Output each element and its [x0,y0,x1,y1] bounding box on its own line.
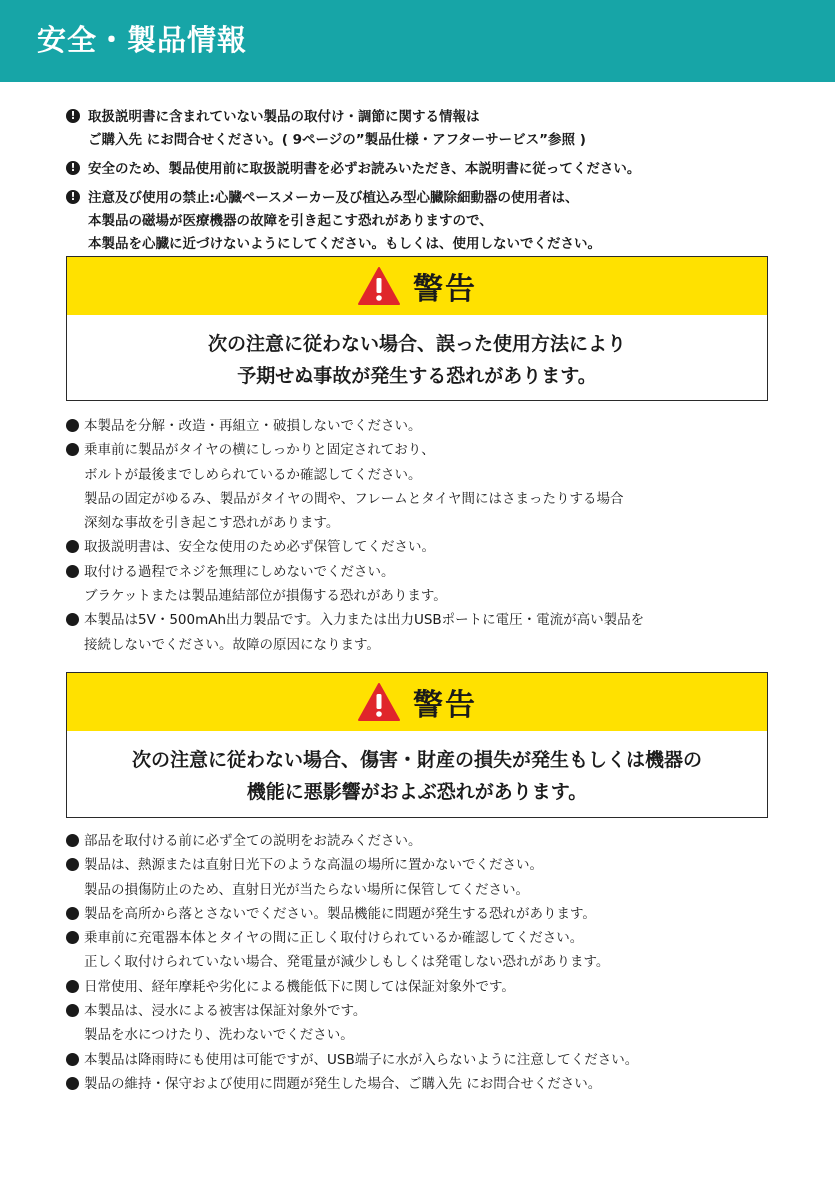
list-item-text: 取扱説明書は、安全な使用のため必ず保管してください。 [84,539,435,556]
list-item [66,535,786,559]
list-item-text: 製品を水につけたり、洗わないでください。 [84,1027,354,1044]
warning-box-1 [66,256,768,401]
page-title: 安全・製品情報 [37,23,248,57]
notice-text: 安全のため、製品使用前に取扱説明書を必ずお読みいただき、本説明書に従ってください。 [88,161,641,177]
bullet-icon [66,613,79,626]
notice-text: ご購入先 にお問合せください。( 9ページの”製品仕様・アフターサービス”参照 ) [88,132,586,148]
list-item [66,975,786,999]
list-item-text: ブラケットまたは製品連結部位が損傷する恐れがあります。 [84,588,447,605]
list-item-text: 製品の固定がゆるみ、製品がタイヤの間や、フレームとタイヤ間にはさまったりする場合 [84,490,624,507]
list-item-text: 乗車前に製品がタイヤの横にしっかりと固定されており、 [84,442,435,459]
notice-item [66,106,786,152]
list-item-text: 製品は、熱源または直射日光下のような高温の場所に置かないでください。 [84,857,543,874]
list-item-text: 本製品は5V・500mAh出力製品です。入力または出力USBポートに電圧・電流が高い製品を [84,612,645,629]
notice-text: 取扱説明書に含まれていない製品の取付け・調節に関する情報は [88,109,480,125]
list-item-text: 接続しないでください。故障の原因になります。 [84,636,380,653]
list-item [66,1072,786,1096]
bullet-icon [66,834,79,847]
exclamation-circle-icon: ! [66,190,80,204]
bullet-icon [66,858,79,871]
warning-text: 機能に悪影響がおよぶ恐れがあります。 [246,781,588,803]
warning-message [67,731,767,808]
list-item [66,926,786,975]
bullet-icon [66,980,79,993]
warning-message [67,315,767,392]
list-item [66,608,786,657]
warning-box-2 [66,672,768,818]
exclamation-circle-icon: ! [66,109,80,123]
list-item-text: 深刻な事故を引き起こす恐れがあります。 [84,515,340,532]
bullet-icon [66,1053,79,1066]
warning-triangle-icon [357,266,401,306]
warning-title: 警告 [413,688,477,723]
notice-item [66,158,786,181]
bullet-icon [66,1004,79,1017]
list-item-text: 正しく取付けられていない場合、発電量が減少しもしくは発電しない恐れがあります。 [84,954,610,971]
bullet-icon [66,565,79,578]
notice-text: 注意及び使用の禁止:心臓ペースメーカー及び植込み型心臓除細動器の使用者は、 [88,190,579,206]
caution-list-1 [66,414,786,657]
list-item-text: 取付ける過程でネジを無理にしめないでください。 [84,563,395,580]
list-item [66,438,786,535]
warning-header [67,673,767,731]
bullet-icon [66,907,79,920]
notice-text: 本製品を心臓に近づけないようにしてください。もしくは、使用しないでください。 [88,236,601,252]
list-item-text: 本製品は、浸水による被害は保証対象外です。 [84,1003,367,1020]
list-item [66,999,786,1048]
warning-text: 予期せぬ事故が発生する恐れがあります。 [237,365,597,387]
bullet-icon [66,419,79,432]
list-item [66,414,786,438]
exclamation-circle-icon: ! [66,161,80,175]
list-item [66,902,786,926]
list-item-text: 製品を高所から落とさないでください。製品機能に問題が発生する恐れがあります。 [84,905,596,922]
caution-list-2 [66,829,786,1096]
list-item-text: 製品の損傷防止のため、直射日光が当たらない場所に保管してください。 [84,881,529,898]
list-item-text: 製品の維持・保守および使用に問題が発生した場合、ご購入先 にお問合せください。 [84,1075,602,1092]
list-item-text: 部品を取付ける前に必ず全ての説明をお読みください。 [84,833,422,849]
warning-header [67,257,767,315]
notice-item [66,187,786,256]
list-item-text: ボルトが最後までしめられているか確認してください。 [84,466,422,483]
list-item [66,560,786,609]
warning-triangle-icon [357,682,401,722]
list-item [66,829,786,853]
list-item [66,853,786,902]
notice-list [66,106,786,262]
list-item-text: 乗車前に充電器本体とタイヤの間に正しく取付けられているか確認してください。 [84,930,584,947]
list-item [66,1048,786,1072]
warning-text: 次の注意に従わない場合、傷害・財産の損失が発生もしくは機器の [131,749,702,771]
bullet-icon [66,931,79,944]
bullet-icon [66,1077,79,1090]
page-header [0,0,835,82]
list-item-text: 本製品は降雨時にも使用は可能ですが、USB端子に水が入らないように注意してください。 [84,1051,639,1068]
warning-text: 次の注意に従わない場合、誤った使用方法により [207,333,626,355]
warning-title: 警告 [413,272,477,307]
bullet-icon [66,443,79,456]
list-item-text: 日常使用、経年摩耗や劣化による機能低下に関しては保証対象外です。 [84,978,515,995]
notice-text: 本製品の磁場が医療機器の故障を引き起こす恐れがありますので、 [88,213,493,229]
bullet-icon [66,540,79,553]
list-item-text: 本製品を分解・改造・再組立・破損しないでください。 [84,418,422,434]
